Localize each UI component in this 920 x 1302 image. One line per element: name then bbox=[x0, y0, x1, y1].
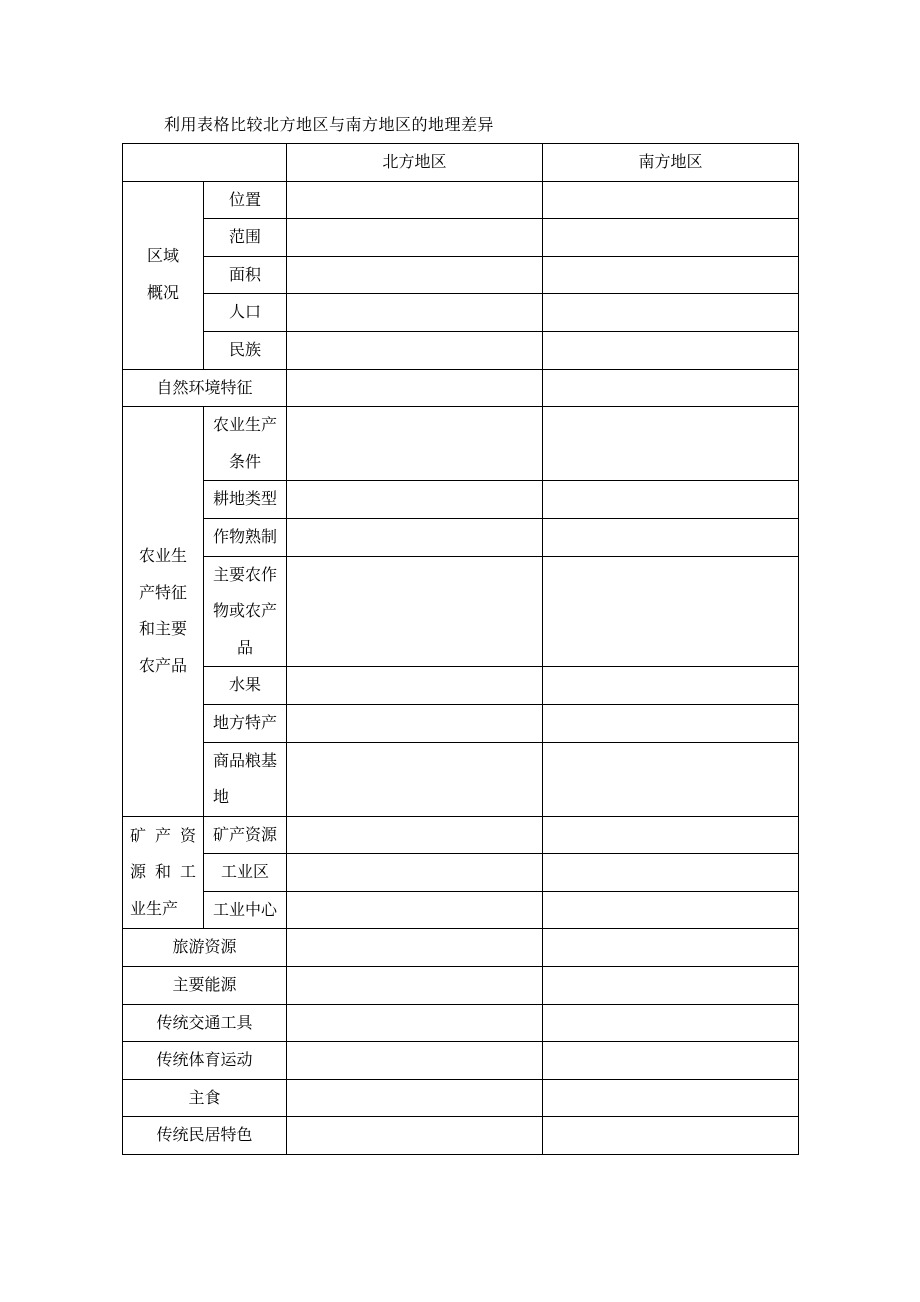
south-cell[interactable] bbox=[543, 1042, 799, 1080]
south-cell[interactable] bbox=[543, 407, 799, 481]
header-south: 南方地区 bbox=[543, 144, 799, 182]
row-label-transport: 传统交通工具 bbox=[123, 1004, 287, 1042]
row-label-sports: 传统体育运动 bbox=[123, 1042, 287, 1080]
south-cell[interactable] bbox=[543, 369, 799, 407]
header-corner-cell bbox=[123, 144, 287, 182]
row-label-location: 位置 bbox=[204, 181, 287, 219]
north-cell[interactable] bbox=[287, 704, 543, 742]
row-label-energy: 主要能源 bbox=[123, 967, 287, 1005]
south-cell[interactable] bbox=[543, 1079, 799, 1117]
row-label-farmland-type: 耕地类型 bbox=[204, 481, 287, 519]
north-cell[interactable] bbox=[287, 369, 543, 407]
north-cell[interactable] bbox=[287, 219, 543, 257]
south-cell[interactable] bbox=[543, 667, 799, 705]
row-label-dwellings: 传统民居特色 bbox=[123, 1117, 287, 1155]
south-cell[interactable] bbox=[543, 929, 799, 967]
row-label-industrial-zone: 工业区 bbox=[204, 854, 287, 892]
south-cell[interactable] bbox=[543, 967, 799, 1005]
row-label-specialty: 地方特产 bbox=[204, 704, 287, 742]
south-cell[interactable] bbox=[543, 256, 799, 294]
comparison-table bbox=[122, 143, 799, 1155]
row-label-industrial-center: 工业中心 bbox=[204, 891, 287, 929]
south-cell[interactable] bbox=[543, 742, 799, 816]
row-label-extent: 范围 bbox=[204, 219, 287, 257]
region-overview-label: 区域 概况 bbox=[123, 181, 204, 369]
south-cell[interactable] bbox=[543, 816, 799, 854]
south-cell[interactable] bbox=[543, 481, 799, 519]
south-cell[interactable] bbox=[543, 556, 799, 667]
north-cell[interactable] bbox=[287, 331, 543, 369]
south-cell[interactable] bbox=[543, 891, 799, 929]
south-cell[interactable] bbox=[543, 181, 799, 219]
north-cell[interactable] bbox=[287, 742, 543, 816]
north-cell[interactable] bbox=[287, 556, 543, 667]
north-cell[interactable] bbox=[287, 667, 543, 705]
row-label-agri-conditions: 农业生产 条件 bbox=[204, 407, 287, 481]
north-cell[interactable] bbox=[287, 1079, 543, 1117]
north-cell[interactable] bbox=[287, 816, 543, 854]
south-cell[interactable] bbox=[543, 219, 799, 257]
north-cell[interactable] bbox=[287, 294, 543, 332]
north-cell[interactable] bbox=[287, 407, 543, 481]
row-label-mineral-resources: 矿产资源 bbox=[204, 816, 287, 854]
row-label-main-crops: 主要农作 物或农产 品 bbox=[204, 556, 287, 667]
south-cell[interactable] bbox=[543, 1117, 799, 1155]
row-label-staple-food: 主食 bbox=[123, 1079, 287, 1117]
north-cell[interactable] bbox=[287, 967, 543, 1005]
header-north: 北方地区 bbox=[287, 144, 543, 182]
row-label-tourism: 旅游资源 bbox=[123, 929, 287, 967]
south-cell[interactable] bbox=[543, 294, 799, 332]
north-cell[interactable] bbox=[287, 256, 543, 294]
row-label-natural-environment: 自然环境特征 bbox=[123, 369, 287, 407]
row-label-crop-system: 作物熟制 bbox=[204, 518, 287, 556]
south-cell[interactable] bbox=[543, 331, 799, 369]
north-cell[interactable] bbox=[287, 1042, 543, 1080]
north-cell[interactable] bbox=[287, 481, 543, 519]
row-label-ethnicity: 民族 bbox=[204, 331, 287, 369]
north-cell[interactable] bbox=[287, 1117, 543, 1155]
mineral-industry-label: 矿 产 资 源 和 工 业生产 bbox=[123, 816, 204, 929]
row-label-fruit: 水果 bbox=[204, 667, 287, 705]
north-cell[interactable] bbox=[287, 929, 543, 967]
row-label-grain-base: 商品粮基 地 bbox=[204, 742, 287, 816]
south-cell[interactable] bbox=[543, 854, 799, 892]
north-cell[interactable] bbox=[287, 181, 543, 219]
north-cell[interactable] bbox=[287, 1004, 543, 1042]
north-cell[interactable] bbox=[287, 891, 543, 929]
north-cell[interactable] bbox=[287, 854, 543, 892]
north-cell[interactable] bbox=[287, 518, 543, 556]
row-label-area: 面积 bbox=[204, 256, 287, 294]
south-cell[interactable] bbox=[543, 518, 799, 556]
south-cell[interactable] bbox=[543, 1004, 799, 1042]
page-title: 利用表格比较北方地区与南方地区的地理差异 bbox=[164, 115, 495, 134]
agriculture-label: 农业生 产特征 和主要 农产品 bbox=[123, 407, 204, 817]
row-label-population: 人口 bbox=[204, 294, 287, 332]
south-cell[interactable] bbox=[543, 704, 799, 742]
